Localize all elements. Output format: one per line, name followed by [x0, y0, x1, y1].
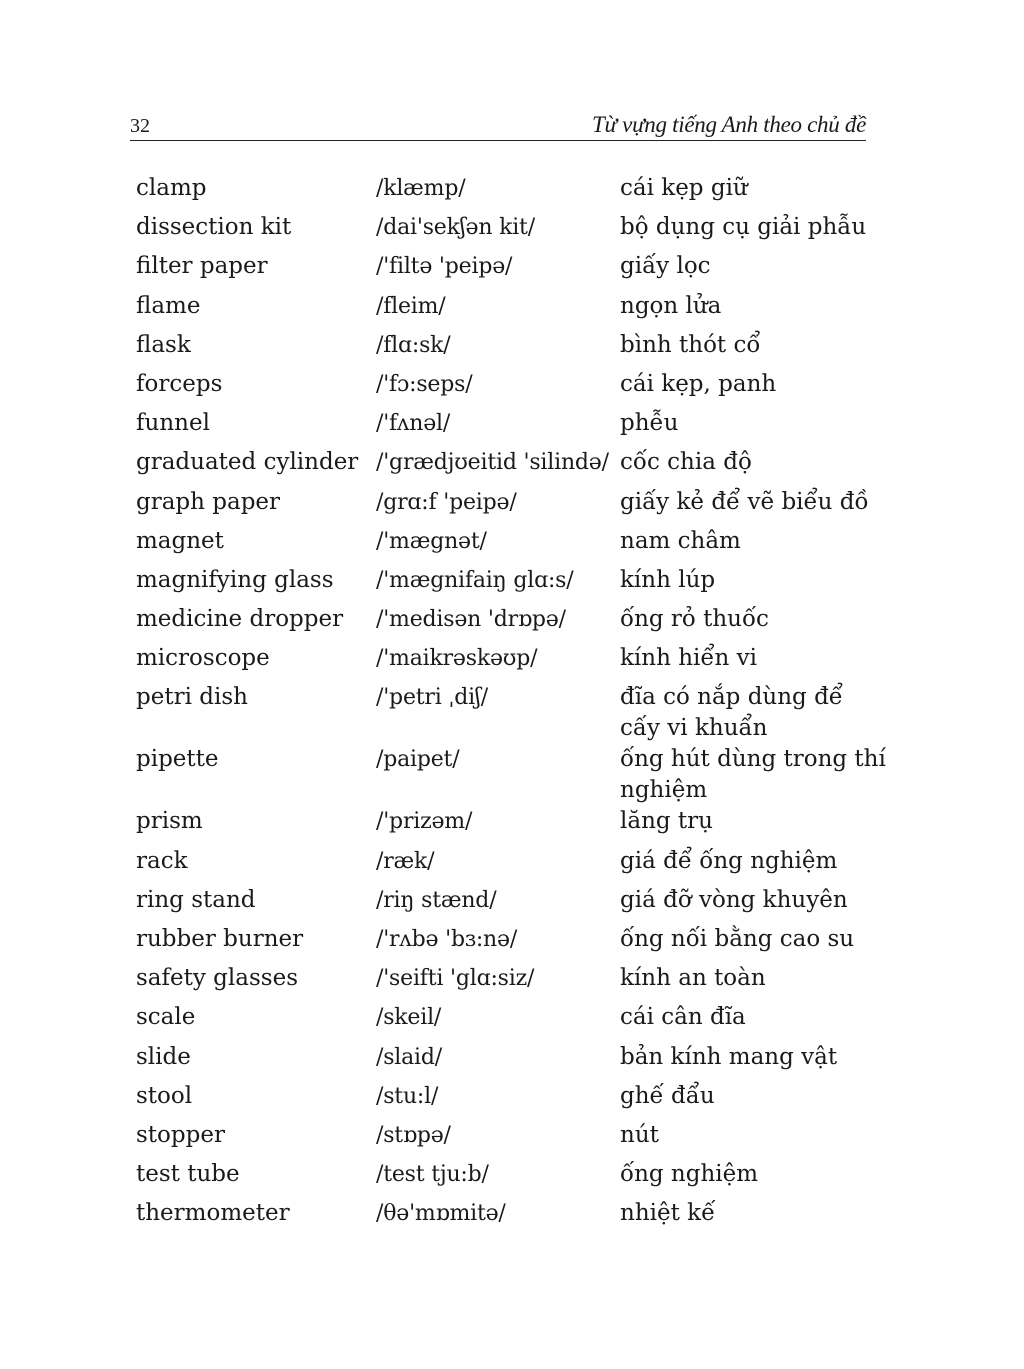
vocab-meaning: nút [620, 1121, 659, 1148]
vocab-row [136, 682, 886, 744]
vocab-pronunciation: /slaid/ [376, 1044, 442, 1070]
vocab-meaning: ghế đẩu [620, 1082, 715, 1109]
vocab-meaning: ống hút dùng trong thí nghiệm [620, 746, 886, 804]
vocab-pronunciation: /'mægnifaiŋ glɑ:s/ [376, 567, 574, 593]
vocab-pronunciation: /'prizəm/ [376, 809, 473, 835]
vocab-pronunciation: /flɑ:sk/ [376, 332, 451, 358]
vocab-pronunciation: /fleim/ [376, 293, 446, 319]
vocab-pronunciation: /stu:l/ [376, 1083, 439, 1109]
vocab-word: magnet [136, 527, 224, 554]
vocab-pronunciation: /grɑ:f 'peipə/ [376, 489, 517, 515]
vocab-pronunciation: /'seifti 'glɑ:siz/ [376, 966, 535, 992]
vocab-meaning: giấy kẻ để vẽ biểu đồ [620, 488, 869, 515]
vocab-meaning: ống rỏ thuốc [620, 606, 769, 633]
vocab-word: thermometer [136, 1200, 290, 1227]
vocab-meaning: nam châm [620, 527, 741, 554]
vocab-pronunciation: /stɒpə/ [376, 1122, 451, 1148]
vocab-meaning: bình thót cổ [620, 331, 761, 358]
vocab-pronunciation: /'fɔ:seps/ [376, 371, 473, 397]
vocab-word: slide [136, 1043, 191, 1070]
vocab-pronunciation: /skeil/ [376, 1005, 442, 1031]
vocab-pronunciation: /θə'mɒmitə/ [376, 1201, 506, 1227]
vocab-row [136, 643, 886, 682]
vocab-row [136, 330, 886, 369]
vocab-row [136, 251, 886, 290]
vocab-pronunciation: /'filtə 'peipə/ [376, 254, 513, 280]
vocab-row [136, 487, 886, 526]
vocab-row [136, 1042, 886, 1081]
vocab-word: flask [136, 331, 191, 358]
vocab-word: safety glasses [136, 965, 298, 992]
vocab-word: dissection kit [136, 214, 292, 241]
vocab-meaning: ống nghiệm [620, 1161, 759, 1188]
vocab-pronunciation: /'grædjʊeitid 'silində/ [376, 450, 609, 476]
vocab-word: flame [136, 292, 201, 319]
vocab-pronunciation: /dai'sekʃən kit/ [376, 215, 535, 241]
vocab-meaning: nhiệt kế [620, 1200, 716, 1227]
vocab-meaning: cái kẹp, panh [620, 370, 777, 397]
vocab-meaning: kính an toàn [620, 965, 766, 992]
vocab-word: prism [136, 808, 203, 835]
vocab-row [136, 447, 886, 486]
vocabulary-list [136, 173, 886, 1238]
vocab-row [136, 291, 886, 330]
vocab-word: forceps [136, 370, 223, 397]
vocab-row [136, 1002, 886, 1041]
vocab-word: magnifying glass [136, 566, 334, 593]
vocab-row [136, 924, 886, 963]
vocab-pronunciation: /riŋ stænd/ [376, 887, 497, 913]
vocab-row [136, 212, 886, 251]
vocab-pronunciation: /paipet/ [376, 747, 460, 773]
running-title: Từ vựng tiếng Anh theo chủ đề [591, 112, 866, 137]
vocab-row [136, 744, 886, 806]
vocab-meaning: bản kính mang vật [620, 1043, 838, 1070]
vocab-word: microscope [136, 645, 270, 672]
vocab-row [136, 1159, 886, 1198]
vocab-row [136, 369, 886, 408]
vocab-meaning: bộ dụng cụ giải phẫu [620, 214, 867, 241]
vocab-word: graph paper [136, 488, 281, 515]
vocab-word: funnel [136, 410, 210, 437]
vocab-pronunciation: /'fʌnəl/ [376, 411, 451, 437]
vocab-meaning: giá đỡ vòng khuyên [620, 886, 848, 913]
vocab-word: stool [136, 1082, 193, 1109]
vocab-word: rubber burner [136, 926, 304, 952]
vocab-pronunciation: /test tju:b/ [376, 1162, 489, 1188]
vocab-word: scale [136, 1004, 196, 1031]
vocab-pronunciation: /'rʌbə 'bɜ:nə/ [376, 927, 518, 952]
vocab-row [136, 963, 886, 1002]
vocab-row [136, 526, 886, 565]
vocab-word: stopper [136, 1121, 225, 1148]
vocab-row [136, 1120, 886, 1159]
vocab-meaning: lăng trụ [620, 808, 713, 835]
vocab-pronunciation: /'petri ˌdiʃ/ [376, 685, 488, 711]
vocab-pronunciation: /'mægnət/ [376, 528, 487, 554]
vocab-meaning: đĩa có nắp dùng để cấy vi khuẩn [620, 684, 843, 742]
vocab-meaning: kính hiển vi [620, 645, 758, 672]
vocab-pronunciation: /'medisən 'drɒpə/ [376, 607, 566, 633]
vocab-pronunciation: /klæmp/ [376, 176, 466, 201]
vocab-meaning: kính lúp [620, 566, 716, 593]
vocab-meaning: phễu [620, 410, 679, 437]
vocab-word: medicine dropper [136, 606, 344, 633]
vocab-word: test tube [136, 1161, 240, 1188]
vocab-row [136, 565, 886, 604]
vocab-meaning: cái kẹp giữ [620, 175, 748, 201]
vocab-row [136, 885, 886, 924]
vocab-row [136, 173, 886, 212]
vocab-row [136, 1198, 886, 1237]
vocab-word: rack [136, 847, 188, 874]
vocab-pronunciation: /'maikrəskəʊp/ [376, 646, 538, 672]
vocab-pronunciation: /ræk/ [376, 848, 435, 874]
page-header [130, 108, 866, 141]
vocab-meaning: cốc chia độ [620, 449, 752, 476]
vocab-word: ring stand [136, 886, 256, 913]
vocab-row [136, 806, 886, 845]
vocab-row [136, 604, 886, 643]
vocab-word: petri dish [136, 684, 248, 711]
vocab-word: clamp [136, 175, 207, 201]
page-number: 32 [130, 115, 150, 137]
vocab-meaning: ngọn lửa [620, 292, 722, 319]
vocab-word: pipette [136, 746, 219, 773]
vocab-row [136, 408, 886, 447]
vocab-meaning: ống nối bằng cao su [620, 926, 855, 952]
vocab-row [136, 1081, 886, 1120]
vocab-word: filter paper [136, 253, 268, 280]
vocab-meaning: giá để ống nghiệm [620, 847, 838, 874]
vocab-row [136, 846, 886, 885]
vocab-word: graduated cylinder [136, 449, 359, 476]
vocab-meaning: giấy lọc [620, 253, 711, 280]
vocab-meaning: cái cân đĩa [620, 1004, 746, 1031]
